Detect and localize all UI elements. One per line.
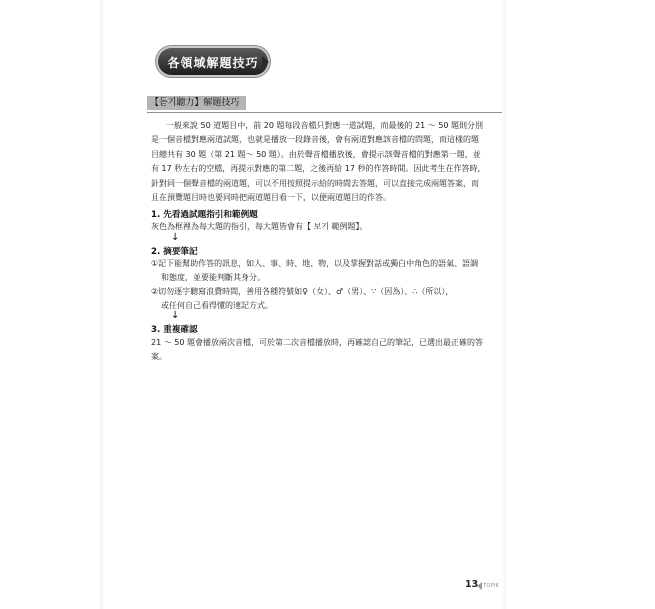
step-1-title: 1. 先看過試題指引和範例題 xyxy=(151,210,258,220)
chevron-left-icon xyxy=(477,582,482,590)
step-3-title: 3. 重複確認 xyxy=(151,325,198,335)
step-3-text: 21 ～ 50 題會播放兩次音檔，可於第二次音檔播放時，再確認自己的筆記，已選出最正確的答 xyxy=(151,338,483,347)
page-number: 13 xyxy=(465,579,479,590)
subsection-tag-label: 【듣기聽力】解題技巧 xyxy=(150,98,240,108)
brand-mark xyxy=(477,582,507,590)
step-2-text: ①記下能幫助作答的訊息，如人、事、時、地、物，以及掌握對話或獨白中角色的語氣、語調 xyxy=(151,259,479,268)
step-3-text: 案。 xyxy=(151,352,167,361)
step-1-text: 灰色為框裡為每大題的指引，每大題皆會有【 보기 範例題】。 xyxy=(151,222,368,231)
step-2-title: 2. 摘要筆記 xyxy=(151,247,198,257)
brand-wordmark: TOPIK xyxy=(483,583,500,589)
intro-line: 目總共有 30 題（第 21 題～ 50 題）。由於聲音檔播放後，會提示該聲音檔的對應第一題，並 xyxy=(151,149,481,159)
step-2-text: ②切勿逐字聽寫浪費時間，善用各種符號如♀（女）、♂（男）、∵（因為）、∴（所以）， xyxy=(151,287,454,296)
subsection-tag xyxy=(147,96,246,110)
section-title-badge xyxy=(158,48,268,75)
intro-line: 一般來說 50 道題目中，前 20 題每段音檔只對應一道試題，而最後的 21 ～ 50 題則分別 xyxy=(166,121,484,130)
page-edge-shadow-right xyxy=(502,0,506,609)
step-2-text: 或任何自己看得懂的速記方式。 xyxy=(161,301,273,310)
intro-line: 有 17 秒左右的空檔，再提示對應的第二題，之後再給 17 秒的作答時間。因此考生在作答時， xyxy=(151,164,486,174)
intro-line: 針對同一個聲音檔的兩道題，可以不用按照提示給的時間去答題，可以直接完成兩題答案，而 xyxy=(151,178,479,188)
arrow-down-icon: ↓ xyxy=(171,232,180,243)
section-title: 各領域解題技巧 xyxy=(167,56,259,70)
step-2-text: 和態度，並要能判斷其身分。 xyxy=(161,273,265,282)
intro-line: 是一個音檔對應兩道試題，也就是播放一段錄音後，會有兩道對應該音檔的問題，而這樣的題 xyxy=(151,135,479,145)
arrow-down-icon: ↓ xyxy=(171,310,180,321)
intro-line: 且在預覽題目時也要同時把兩道題目看一下，以便兩道題目的作答。 xyxy=(151,193,391,203)
subsection-divider xyxy=(147,112,502,113)
intro-paragraph xyxy=(151,119,506,205)
page-edge-shadow-left xyxy=(100,0,105,609)
